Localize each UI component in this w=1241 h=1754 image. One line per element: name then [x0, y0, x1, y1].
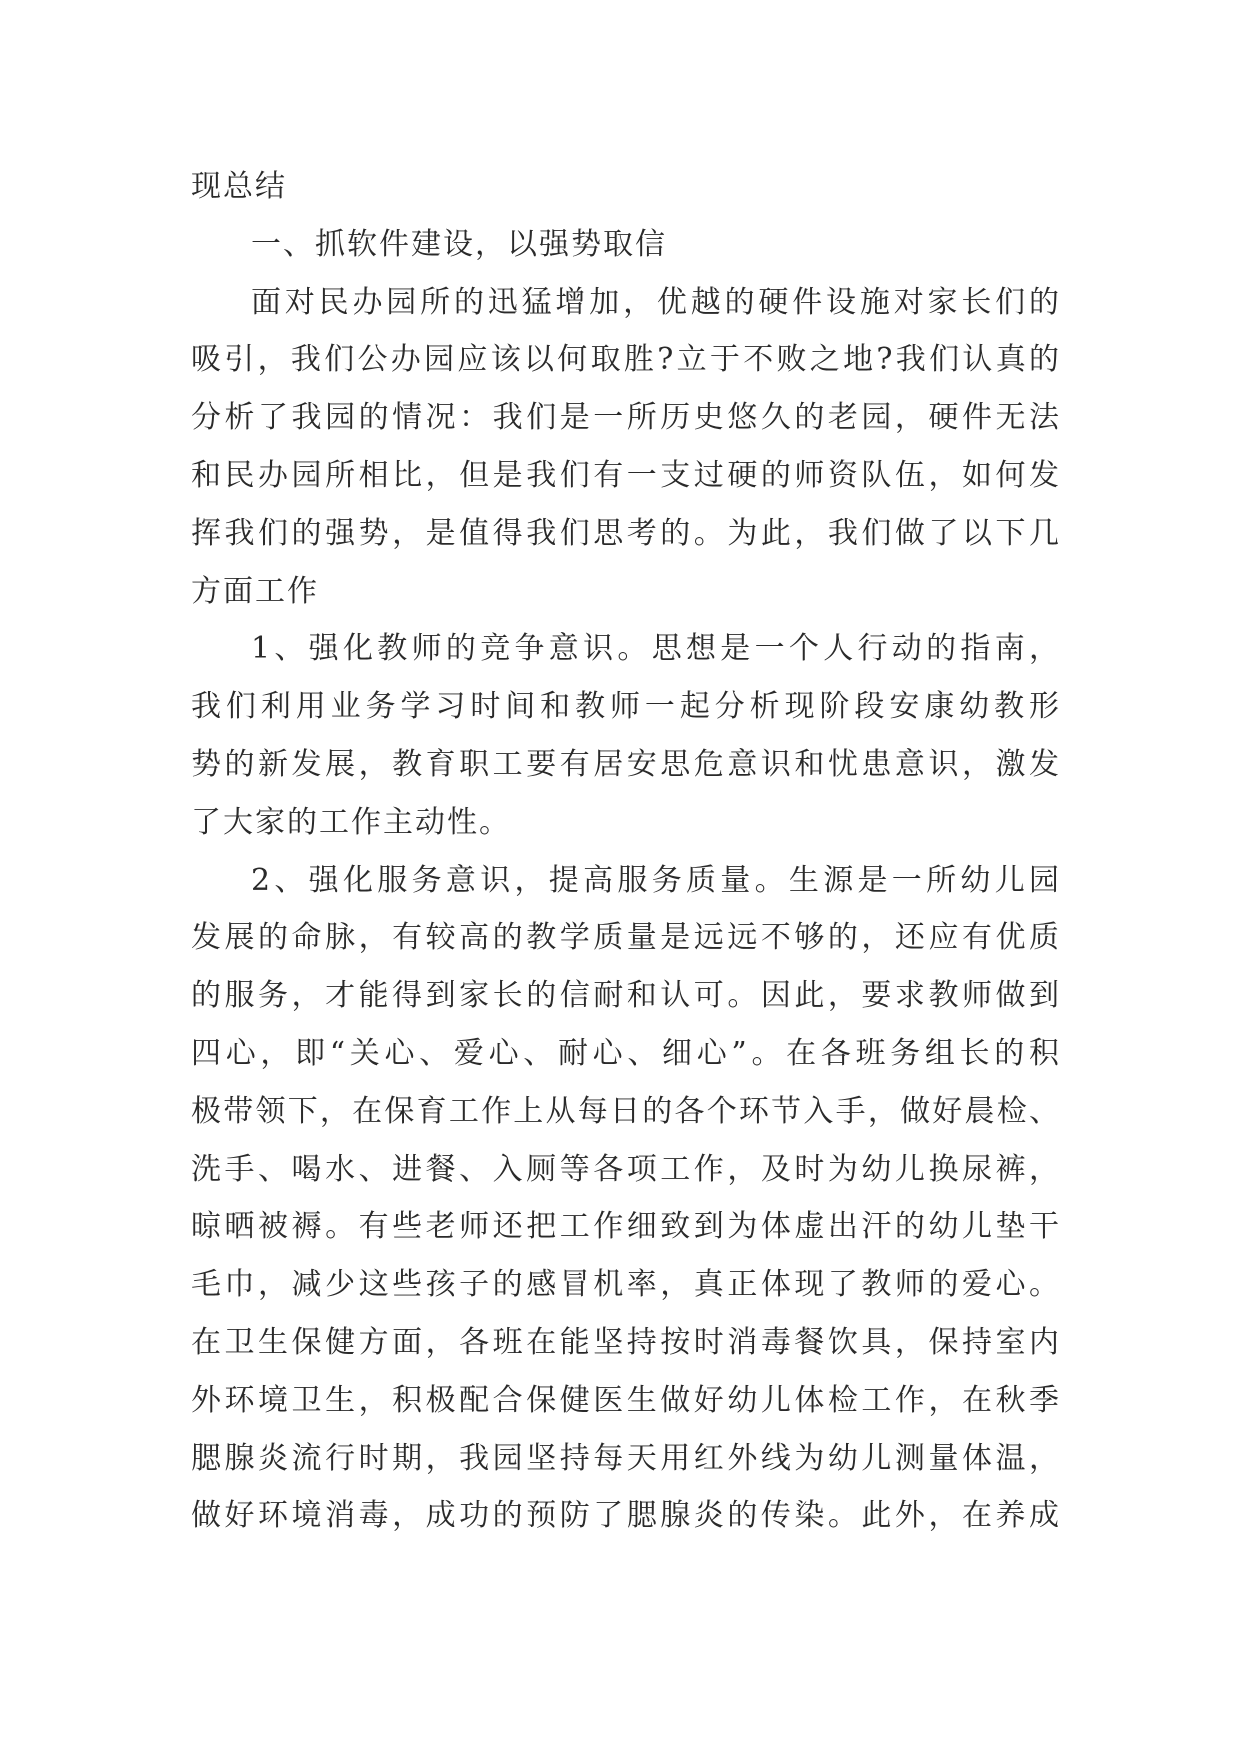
- text-line: 吸引，我们公办园应该以何取胜?立于不败之地?我们认真的: [191, 342, 1061, 378]
- text-line: 了大家的工作主动性。: [191, 804, 511, 840]
- text-line: 和民办园所相比，但是我们有一支过硬的师资队伍，如何发: [191, 457, 1061, 493]
- text-line: 的服务，才能得到家长的信耐和认可。因此，要求教师做到: [191, 978, 1061, 1014]
- text-line: 分析了我园的情况：我们是一所历史悠久的老园，硬件无法: [191, 400, 1061, 436]
- text-line: 洗手、喝水、进餐、入厕等各项工作，及时为幼儿换尿裤，: [191, 1151, 1061, 1187]
- section-heading: 一、抓软件建设，以强势取信: [251, 226, 667, 262]
- text-line: 方面工作: [191, 573, 319, 609]
- text-line: 现总结: [191, 169, 287, 204]
- text-line: 1、强化教师的竞争意识。思想是一个人行动的指南，: [251, 631, 1061, 667]
- text-line: 四心，即“关心、爱心、耐心、细心”。在各班务组长的积: [191, 1035, 1061, 1071]
- text-line: 我们利用业务学习时间和教师一起分析现阶段安康幼教形: [191, 689, 1061, 725]
- text-line: 在卫生保健方面，各班在能坚持按时消毒餐饮具，保持室内: [191, 1324, 1061, 1360]
- text-line: 发展的命脉，有较高的教学质量是远远不够的，还应有优质: [191, 920, 1061, 956]
- text-line: 挥我们的强势，是值得我们思考的。为此，我们做了以下几: [191, 515, 1061, 551]
- text-line: 做好环境消毒，成功的预防了腮腺炎的传染。此外，在养成: [191, 1498, 1061, 1534]
- text-line: 极带领下，在保育工作上从每日的各个环节入手，做好晨检、: [191, 1093, 1061, 1129]
- text-line: 2、强化服务意识，提高服务质量。生源是一所幼儿园: [251, 862, 1061, 898]
- document-body: [191, 158, 1061, 1545]
- text-line: 晾晒被褥。有些老师还把工作细致到为体虚出汗的幼儿垫干: [191, 1209, 1061, 1245]
- text-line: 外环境卫生，积极配合保健医生做好幼儿体检工作，在秋季: [191, 1382, 1061, 1418]
- text-line: 势的新发展，教育职工要有居安思危意识和忧患意识，激发: [191, 746, 1061, 782]
- text-line: 腮腺炎流行时期，我园坚持每天用红外线为幼儿测量体温，: [191, 1440, 1061, 1476]
- text-line: 毛巾，减少这些孩子的感冒机率，真正体现了教师的爱心。: [191, 1267, 1061, 1303]
- text-line: 面对民办园所的迅猛增加，优越的硬件设施对家长们的: [251, 284, 1061, 320]
